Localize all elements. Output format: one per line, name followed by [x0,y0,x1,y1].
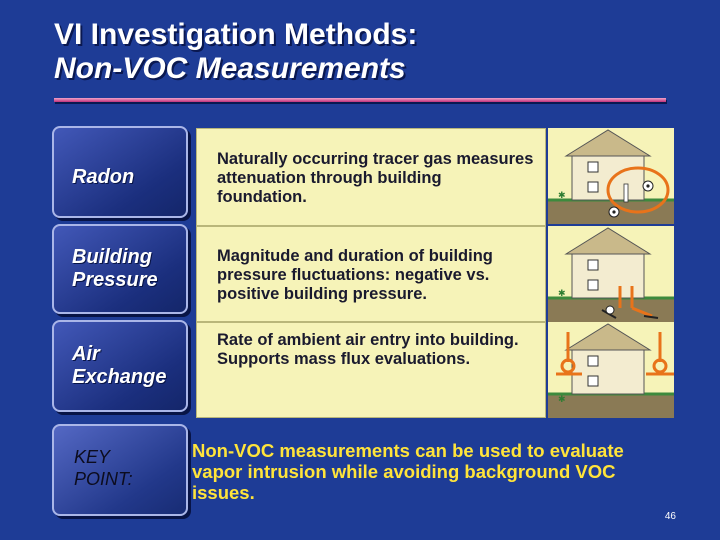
air-exchange-house-illustration [548,322,674,418]
air-exchange-label: Air Exchange [72,343,167,388]
radon-description-box [196,128,546,226]
pressure-house-illustration [548,226,674,322]
key-point-label: KEY POINT: [74,447,133,489]
title-underline [54,98,666,102]
pressure-description: Magnitude and duration of building pressure fluctuations: negative vs. positive building pressure. [217,246,493,303]
air-exchange-description-box [196,322,546,418]
slide-title [54,18,674,86]
radiation-icon [606,306,614,314]
svg-text:✱: ✱ [558,289,566,299]
svg-text:✱: ✱ [558,191,566,201]
air-exchange-label-box [52,320,188,412]
key-point-box [52,424,188,516]
pressure-description-box [196,226,546,322]
slide-number: 46 [664,511,676,522]
svg-text:✱: ✱ [558,395,566,405]
radon-house-illustration [548,128,674,224]
title-line-2: Non-VOC Measurements [54,52,406,85]
radon-label-box [52,126,188,218]
key-point-text: Non-VOC measurements can be used to evaluate vapor intrusion while avoiding background VOC issues. [192,440,624,503]
title-line-1: VI Investigation Methods: [54,18,418,51]
radon-label: Radon [72,165,135,188]
pressure-label-box [52,224,188,314]
radon-description: Naturally occurring tracer gas measures attenuation through building foundation. [217,149,534,206]
pressure-label: Building Pressure [72,246,158,291]
air-exchange-description: Rate of ambient air entry into building. Supports mass flux evaluations. [217,331,519,368]
